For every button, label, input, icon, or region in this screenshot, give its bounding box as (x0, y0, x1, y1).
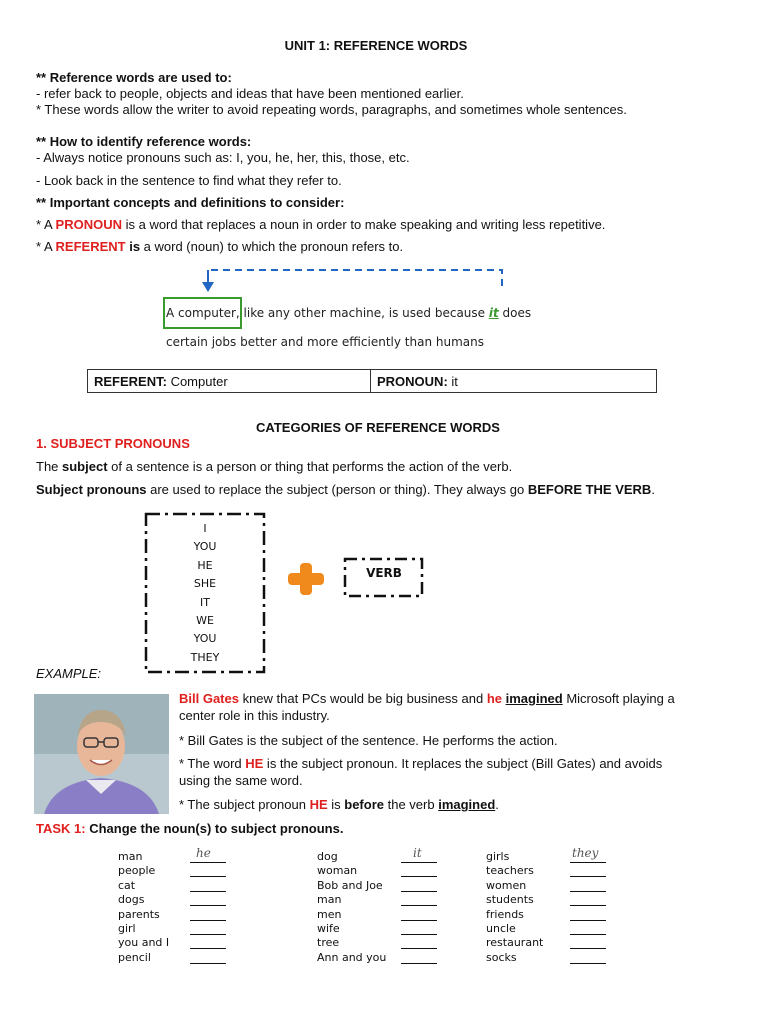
example-note-2 (179, 755, 719, 789)
task-noun: wife (317, 921, 340, 935)
diagram-pronoun: it (488, 306, 499, 320)
task-noun: dogs (118, 893, 145, 907)
task-noun: socks (486, 950, 517, 964)
answer-blank[interactable] (190, 951, 226, 964)
pronoun-you-plural: YOU (193, 632, 217, 646)
task-column-1 (118, 846, 238, 965)
pronoun-definition (36, 217, 605, 233)
note3-is: is (327, 797, 345, 812)
task-noun: cat (118, 878, 136, 892)
task-noun: restaurant (486, 936, 544, 950)
diagram-sentence-end: does (498, 306, 532, 320)
task-row (486, 936, 616, 950)
task-answer: he (196, 846, 211, 860)
example-pronoun-he: he (486, 691, 503, 706)
example-sentence-end: Microsoft playing a (562, 691, 675, 706)
task-row (118, 908, 238, 922)
answer-blank[interactable] (401, 908, 437, 921)
task-noun: Bob and Joe (317, 878, 383, 892)
example-sentence-mid: knew that PCs would be big business and (238, 691, 487, 706)
task-row (317, 864, 447, 878)
task-noun: Ann and you (317, 950, 387, 964)
task-row (118, 893, 238, 907)
task-row (317, 846, 447, 864)
answer-blank[interactable] (401, 864, 437, 877)
referent-pronoun-table (87, 369, 657, 393)
intro-line-2: * These words allow the writer to avoid repeating words, paragraphs, and sometimes whole sentences. (36, 102, 627, 117)
task-noun: tree (317, 936, 340, 950)
task-noun: friends (486, 907, 524, 921)
subject-pronouns-term: Subject pronouns (36, 482, 147, 497)
answer-blank[interactable] (401, 951, 437, 964)
task-row (118, 846, 238, 864)
subject-pronouns-definition (36, 482, 655, 498)
task-noun: teachers (486, 864, 534, 878)
example-note-3 (179, 796, 719, 813)
task-row (317, 951, 447, 965)
task-row (486, 864, 616, 878)
pronoun-it: IT (200, 595, 210, 609)
answer-blank[interactable] (570, 951, 606, 964)
answer-blank[interactable] (570, 893, 606, 906)
task-noun: students (486, 893, 534, 907)
note2-he: HE (245, 756, 264, 771)
pronoun-they: THEY (190, 650, 220, 664)
referent-value: Computer (166, 373, 228, 389)
concepts-heading: ** Important concepts and definitions to consider: (36, 195, 345, 210)
task-column-3 (486, 846, 616, 965)
pronoun-term: PRONOUN (55, 217, 122, 232)
subject-pronouns-text: are used to replace the subject (person or thing). They always go (146, 482, 528, 497)
note2-line-2: using the same word. (179, 773, 303, 788)
task-noun: people (118, 864, 156, 878)
task-row (317, 936, 447, 950)
task-row (118, 951, 238, 965)
task-noun: you and I (118, 936, 170, 950)
note3-imagined: imagined (438, 797, 496, 812)
answer-blank[interactable] (401, 922, 437, 935)
intro-heading: ** Reference words are used to: (36, 70, 232, 85)
task-row (317, 893, 447, 907)
answer-blank[interactable] (401, 893, 437, 906)
before-the-verb-text: BEFORE THE VERB (527, 482, 652, 497)
task-row (486, 908, 616, 922)
pronoun-def-text: a word that replaces a noun in order to make speaking and writing less repetitive. (134, 217, 606, 232)
pronoun-he: HE (197, 558, 213, 572)
categories-title: CATEGORIES OF REFERENCE WORDS (256, 420, 500, 435)
answer-blank[interactable] (570, 864, 606, 877)
task-row (118, 864, 238, 878)
task-noun: dog (317, 850, 338, 863)
task-column-2 (317, 846, 447, 965)
task-row (486, 922, 616, 936)
pronoun-she: SHE (193, 577, 217, 591)
intro-line-1: - refer back to people, objects and ideas that have been mentioned earlier. (36, 86, 464, 101)
bill-gates-photo (34, 694, 169, 814)
pronoun-value: it (447, 373, 458, 389)
answer-blank[interactable] (570, 908, 606, 921)
note2-text: is the subject pronoun. It replaces the subject (Bill Gates) and avoids (263, 756, 663, 771)
task-row (486, 879, 616, 893)
pronoun-def-prefix: * A (36, 217, 56, 232)
pronoun-def-is: is (121, 217, 135, 232)
answer-blank[interactable] (570, 879, 606, 892)
answer-blank[interactable] (401, 936, 437, 949)
task-noun: girls (486, 850, 510, 863)
task-noun: pencil (118, 950, 151, 964)
task-row (486, 893, 616, 907)
subject-pronouns-end: . (651, 482, 655, 497)
note2-prefix: * The word (179, 756, 246, 771)
example-subject-name: Bill Gates (179, 691, 239, 706)
answer-blank[interactable] (190, 908, 226, 921)
task-row (317, 922, 447, 936)
task-noun: man (317, 893, 342, 907)
task-row (317, 908, 447, 922)
identify-heading: ** How to identify reference words: (36, 134, 252, 149)
referent-def-prefix: * A (36, 239, 56, 254)
answer-blank[interactable] (190, 879, 226, 892)
task-row (118, 936, 238, 950)
task-instruction: Change the noun(s) to subject pronouns. (85, 821, 344, 836)
note3-end: . (495, 797, 499, 812)
answer-blank[interactable] (190, 893, 226, 906)
referent-term: REFERENT (55, 239, 126, 254)
pronoun-you: YOU (193, 540, 217, 554)
example-note-1: * Bill Gates is the subject of the sentence. He performs the action. (179, 733, 558, 748)
diagram-sentence-line-1 (166, 306, 531, 320)
answer-blank[interactable] (570, 922, 606, 935)
reference-arrow (190, 262, 520, 302)
task-label: TASK 1: (36, 821, 86, 836)
task-1-heading (36, 821, 343, 837)
task-row (317, 879, 447, 893)
verb-label: VERB (366, 566, 402, 580)
task-row (118, 922, 238, 936)
plus-icon (285, 561, 327, 597)
diagram-sentence-line-2: certain jobs better and more efficiently than humans (166, 335, 484, 349)
pronoun-cell (371, 370, 657, 393)
task-row (118, 879, 238, 893)
subject-pronouns-heading: 1. SUBJECT PRONOUNS (36, 436, 190, 451)
task-noun: girl (118, 921, 136, 935)
example-sentence-line-2: center role in this industry. (179, 708, 330, 723)
referent-label: REFERENT: (94, 373, 167, 389)
referent-def-text: a word (noun) to which the pronoun refers to. (140, 239, 404, 254)
task-noun: uncle (486, 921, 516, 935)
referent-cell (88, 370, 371, 393)
page-title: UNIT 1: REFERENCE WORDS (284, 38, 468, 53)
identify-line-2: - Look back in the sentence to find what they refer to. (36, 173, 342, 188)
task-noun: men (317, 907, 342, 921)
answer-blank[interactable] (190, 936, 226, 949)
diagram-sentence-mid: , like any other machine, is used because (235, 306, 489, 320)
diagram-referent: A computer (166, 306, 236, 320)
answer-blank[interactable] (190, 864, 226, 877)
example-verb-imagined: imagined (505, 691, 563, 706)
task-noun: man (118, 850, 143, 863)
note3-prefix: * The subject pronoun (179, 797, 310, 812)
referent-definition (36, 239, 403, 255)
subject-definition (36, 459, 512, 475)
task-answer: it (413, 846, 422, 860)
referent-def-is: is (125, 239, 141, 254)
task-noun: woman (317, 864, 358, 878)
identify-line-1: - Always notice pronouns such as: I, you, he, her, this, those, etc. (36, 150, 410, 165)
task-noun: women (486, 878, 527, 892)
answer-blank[interactable] (401, 879, 437, 892)
task-noun: parents (118, 907, 160, 921)
example-label: EXAMPLE: (36, 666, 102, 681)
example-sentence (179, 690, 719, 724)
note3-the-verb: the verb (384, 797, 439, 812)
answer-blank[interactable] (190, 922, 226, 935)
task-row (486, 951, 616, 965)
subject-def-prefix: The (36, 459, 63, 474)
subject-pronoun-list (146, 520, 264, 667)
pronoun-i: I (203, 522, 207, 535)
subject-def-text: of a sentence is a person or thing that performs the action of the verb. (107, 459, 513, 474)
task-answer: they (572, 846, 599, 860)
note3-he: HE (309, 797, 328, 812)
pronoun-we: WE (196, 614, 214, 628)
answer-blank[interactable] (570, 936, 606, 949)
subject-def-term: subject (62, 459, 108, 474)
note3-before: before (344, 797, 384, 812)
pronoun-label: PRONOUN: (377, 373, 448, 389)
task-row (486, 846, 616, 864)
